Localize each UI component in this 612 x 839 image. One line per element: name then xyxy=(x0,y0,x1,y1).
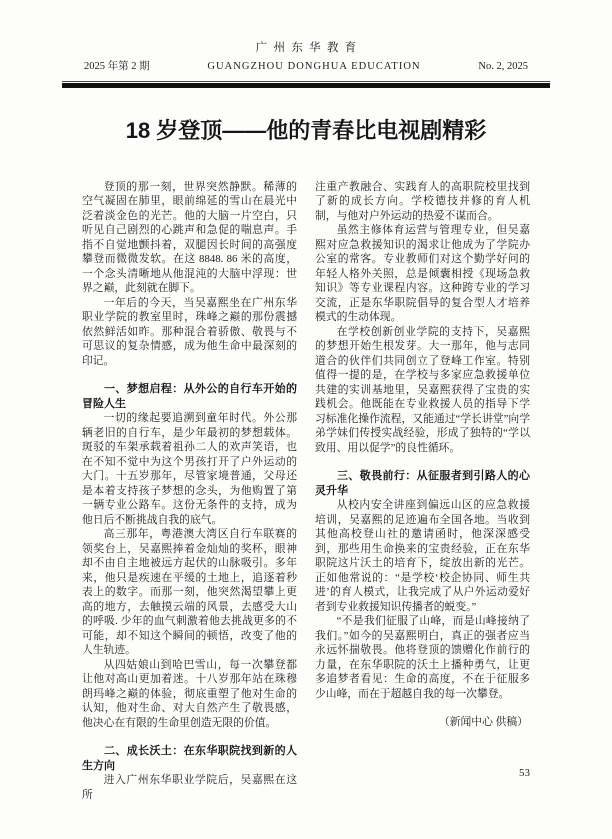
paragraph: 一切的缘起要追溯到童年时代。外公那辆老旧的自行车，是少年最初的梦想载体。斑驳的车架承载着祖孙二人的欢声笑语，也在不知不觉中为这个男孩打开了户外运动的大门。十五岁那年，尽管家境普通，父母还是本着支持孩子梦想的念头，为他购置了第一辆专业公路车。这份无条件的支持，成为他日后不断挑战自我的底气。 xyxy=(82,412,297,526)
paragraph: 从四姑娘山到哈巴雪山，每一次攀登都让他对高山更加着迷。十八岁那年站在珠穆朗玛峰之巅的体验，彻底重塑了他对生命的认知，他对生命、对大自然产生了敬畏感，他决心在有限的生命里创造无限的价值。 xyxy=(82,658,297,729)
page-number: 53 xyxy=(519,767,530,779)
paragraph: 高三那年，粤港澳大湾区自行车联赛的领奖台上，吴嘉熙捧着金灿灿的奖杯，眼神却不由自主地被远方起伏的山脉吸引。多年来，他只是疾速在平缓的土地上，追逐着秒表上的数字。而那一刻，他突然渴望攀上更高的地方，去触摸云端的风景，去感受大山的呼吸. 少年的血气刺激着他去挑战更多的不可能，却不知这个瞬间的顿悟，改变了他的人生轨迹。 xyxy=(82,528,297,656)
section-heading-2: 二、成长沃土：在东华职院找到新的人生方向 xyxy=(82,745,297,772)
header-rule-thin xyxy=(62,81,550,82)
header-rule-thick xyxy=(62,83,550,88)
left-column xyxy=(82,180,297,803)
paragraph: 从校内安全讲座到偏远山区的应急救援培训，吴嘉熙的足迹遍布全国各地。当收到其他高校登山社的邀请函时，他深深感受到，那些用生命换来的宝贵经验，正在东华职院这片沃土的培育下，绽放出新的光芒。正如他常说的：“是学校‘校企协同、师生共进’的育人模式，让我完成了从户外运动爱好者到专业救援知识传播者的蜕变。” xyxy=(315,499,530,613)
paragraph-continuation: 注重产教融合、实践育人的高职院校里找到了新的成长方向。学校德技并修的育人机制，与他对户外运动的热爱不谋而合。 xyxy=(315,180,530,222)
issue-number-en: No. 2, 2025 xyxy=(478,61,528,72)
issue-number-cn: 2025 年第 2 期 xyxy=(84,61,150,72)
article-title: 18 岁登顶——他的青春比电视剧精彩 xyxy=(125,117,487,143)
section-heading-3: 三、敬畏前行：从征服者到引路人的心灵升华 xyxy=(315,470,530,497)
paragraph: 一年后的今天，当吴嘉熙坐在广州东华职业学院的教室里时，珠峰之巅的那份震撼依然鲜活如昨。那种混合着骄傲、敬畏与不可思议的复杂情感，成为他生命中最深刻的印记。 xyxy=(82,296,297,367)
right-column xyxy=(315,180,530,803)
paragraph: 在学校创新创业学院的支持下，吴嘉熙的梦想开始生根发芽。大一那年，他与志同道合的伙伴们共同创立了登峰工作室。特别值得一提的是，在学校与多家应急救援单位共建的实训基地里，吴嘉熙获得了宝贵的实践机会。他既能在专业救援人员的指导下学习标准化操作流程，又能通过“学长讲堂”向学弟学妹们传授实战经验，形成了独特的“学以致用、用以促学”的良性循环。 xyxy=(315,325,530,454)
header-issue-row xyxy=(62,60,550,73)
article-body xyxy=(0,180,612,803)
byline: （新闻中心 供稿） xyxy=(438,716,528,728)
page-header xyxy=(0,0,612,88)
paragraph: 进入广州东华职业学院后，吴嘉熙在这所 xyxy=(82,774,297,801)
paragraph: “不是我们征服了山峰，而是山峰接纳了我们。”如今的吴嘉熙明白，真正的强者应当永远怀揣敬畏。他将登顶的馈赠化作前行的力量，在东华职院的沃土上播种勇气，让更多追梦者看见：生命的高度，不在于征服多少山峰，而在于超越自我的每一次攀登。 xyxy=(315,615,530,700)
section-heading-1: 一、梦想启程：从外公的自行车开始的冒险人生 xyxy=(82,383,297,410)
paragraph: 虽然主修体育运营与管理专业，但吴嘉熙对应急救援知识的渴求让他成为了学院办公室的常客。专业教师们对这个勤学好问的年轻人格外关照，总是倾囊相授《现场急救知识》等专业课程内容。这种跨专业的学习交流，正是东华职院倡导的复合型人才培养模式的生动体现。 xyxy=(315,224,530,323)
paragraph: 登顶的那一刻，世界突然静默。稀薄的空气凝固在肺里，眼前绵延的雪山在晨光中泛着淡金色的光芒。他的大脑一片空白，只听见自己剧烈的心跳声和急促的喘息声。手指不自觉地颤抖着，双腿因长时间的高强度攀登而微微发软。在这 8848. 86 米的高度，一个念头清晰地从他混沌的大脑中浮现：世界之巅，此刻就在脚下。 xyxy=(82,180,297,294)
journal-name-en: GUANGZHOU DONGHUA EDUCATION xyxy=(207,61,421,72)
journal-name-cn: 广州东华教育 xyxy=(255,42,363,54)
